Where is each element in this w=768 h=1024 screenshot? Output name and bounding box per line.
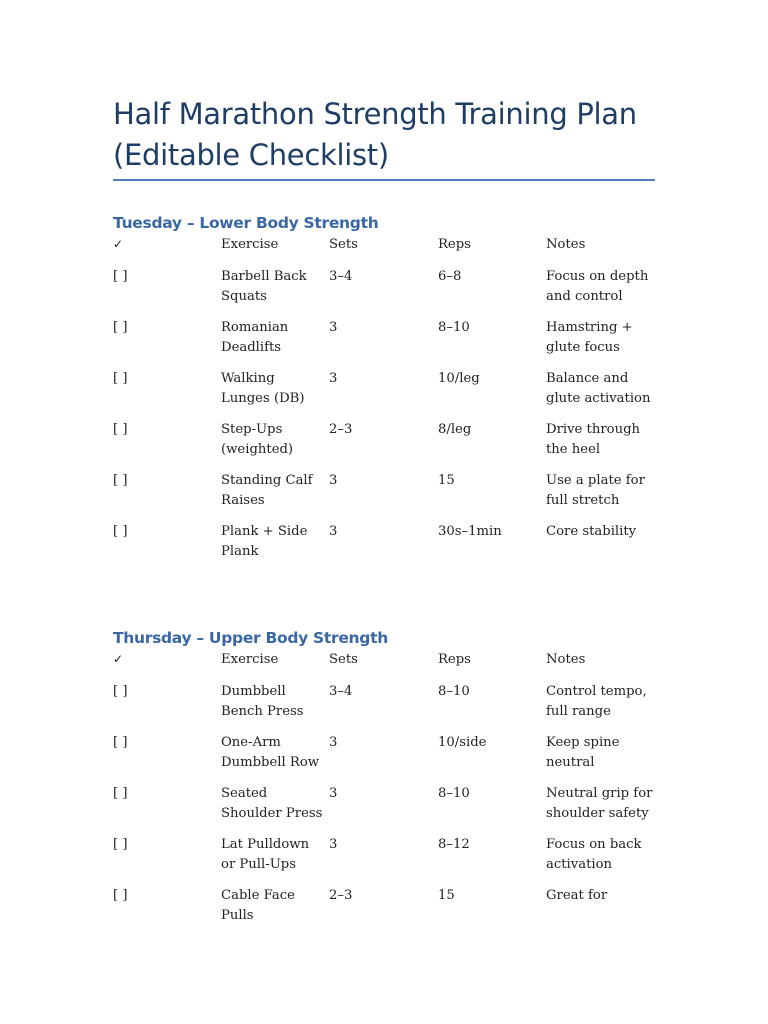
reps-cell: 6–8 [438, 269, 462, 284]
notes-cell: Focus on depth and control [546, 269, 649, 304]
checkbox[interactable]: [ ] [113, 684, 128, 699]
section-heading: Tuesday – Lower Body Strength [113, 214, 379, 232]
reps-cell: 8–10 [438, 786, 470, 801]
notes-cell: Focus on back activation [546, 837, 642, 872]
checkbox[interactable]: [ ] [113, 888, 128, 903]
exercise-cell: Barbell Back Squats [221, 269, 307, 304]
exercise-cell: Step-Ups (weighted) [221, 422, 294, 457]
reps-cell: 30s–1min [438, 524, 502, 539]
reps-cell: 10/side [438, 735, 487, 750]
exercise-cell: Plank + Side Plank [221, 524, 308, 559]
column-header-notes: Notes [546, 237, 586, 252]
exercise-cell: Seated Shoulder Press [221, 786, 323, 821]
sets-cell: 3 [329, 786, 338, 801]
column-header-sets: Sets [329, 652, 358, 667]
notes-cell: Balance and glute activation [546, 371, 651, 406]
notes-cell: Hamstring + glute focus [546, 320, 633, 355]
reps-cell: 10/leg [438, 371, 480, 386]
column-header-sets: Sets [329, 237, 358, 252]
notes-cell: Control tempo, full range [546, 684, 647, 719]
checkbox[interactable]: [ ] [113, 371, 128, 386]
reps-cell: 15 [438, 888, 455, 903]
column-header-exercise: Exercise [221, 652, 279, 667]
table-row [113, 420, 673, 471]
section-thursday [113, 626, 673, 937]
column-header-exercise: Exercise [221, 237, 279, 252]
exercise-cell: Romanian Deadlifts [221, 320, 289, 355]
table-row [113, 682, 673, 733]
table-row [113, 267, 673, 318]
table-row [113, 471, 673, 522]
exercise-cell: Standing Calf Raises [221, 473, 313, 508]
reps-cell: 15 [438, 473, 455, 488]
exercise-cell: Dumbbell Bench Press [221, 684, 304, 719]
sets-cell: 3–4 [329, 684, 353, 699]
section-heading: Thursday – Upper Body Strength [113, 629, 388, 647]
document-title [113, 94, 673, 176]
sets-cell: 3 [329, 524, 338, 539]
table-row [113, 835, 673, 886]
sets-cell: 3 [329, 735, 338, 750]
title-underline [113, 179, 655, 181]
reps-cell: 8–10 [438, 320, 470, 335]
table-header-row [113, 235, 673, 267]
sets-cell: 3–4 [329, 269, 353, 284]
reps-cell: 8/leg [438, 422, 472, 437]
title-line-1: Half Marathon Strength Training Plan [113, 97, 637, 131]
checkbox[interactable]: [ ] [113, 837, 128, 852]
column-header-reps: Reps [438, 237, 471, 252]
checkbox[interactable]: [ ] [113, 735, 128, 750]
title-line-2: (Editable Checklist) [113, 138, 389, 172]
table-row [113, 522, 673, 573]
checkbox[interactable]: [ ] [113, 269, 128, 284]
column-header-notes: Notes [546, 652, 586, 667]
notes-cell: Drive through the heel [546, 422, 641, 457]
notes-cell: Keep spine neutral [546, 735, 620, 770]
section-tuesday [113, 211, 673, 573]
sets-cell: 2–3 [329, 422, 353, 437]
column-header-reps: Reps [438, 652, 471, 667]
reps-cell: 8–12 [438, 837, 470, 852]
exercise-cell: Walking Lunges (DB) [221, 371, 305, 406]
exercise-cell: Cable Face Pulls [221, 888, 295, 923]
table-row [113, 733, 673, 784]
reps-cell: 8–10 [438, 684, 470, 699]
checkbox[interactable]: [ ] [113, 786, 128, 801]
checkbox[interactable]: [ ] [113, 524, 128, 539]
notes-cell: Great for [546, 888, 608, 903]
checkbox[interactable]: [ ] [113, 422, 128, 437]
table-row [113, 886, 673, 937]
exercise-cell: Lat Pulldown or Pull-Ups [221, 837, 310, 872]
table-header-row [113, 650, 673, 682]
sets-cell: 3 [329, 371, 338, 386]
exercise-cell: One-Arm Dumbbell Row [221, 735, 320, 770]
sets-cell: 3 [329, 837, 338, 852]
checkbox[interactable]: [ ] [113, 473, 128, 488]
table-row [113, 784, 673, 835]
notes-cell: Core stability [546, 524, 637, 539]
notes-cell: Neutral grip for shoulder safety [546, 786, 653, 821]
checkmark-icon: ✓ [113, 652, 124, 666]
sets-cell: 3 [329, 473, 338, 488]
sets-cell: 3 [329, 320, 338, 335]
table-row [113, 369, 673, 420]
notes-cell: Use a plate for full stretch [546, 473, 645, 508]
sets-cell: 2–3 [329, 888, 353, 903]
checkmark-icon: ✓ [113, 237, 124, 251]
table-row [113, 318, 673, 369]
checkbox[interactable]: [ ] [113, 320, 128, 335]
